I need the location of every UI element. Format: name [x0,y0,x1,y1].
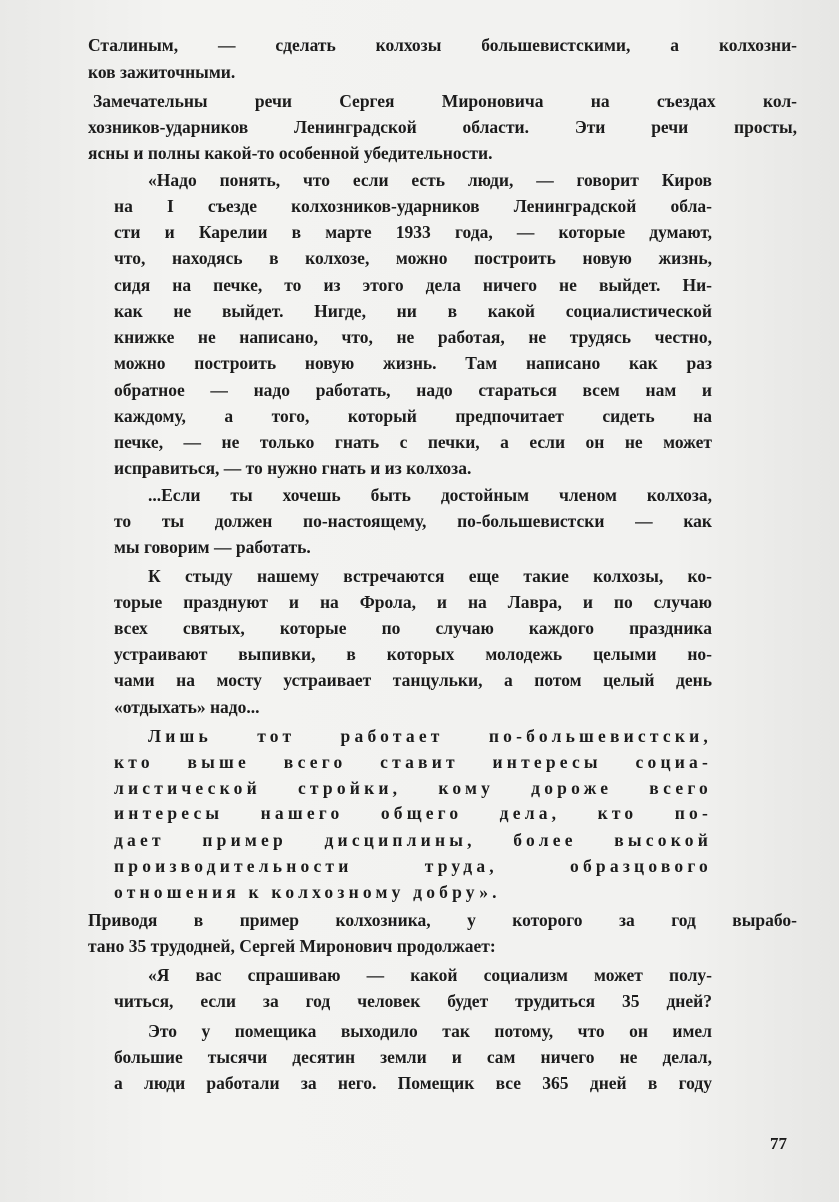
quote-line: мы говорим — работать. [114,537,311,557]
spaced-quote-line: интересы нашего общего дела, кто по- [114,803,712,823]
quote-line: «Я вас спрашиваю — какой социализм может полу- [148,965,712,985]
text-line: Сталиным, — сделать колхозы большевистскими, а колхозни- [88,35,797,55]
spaced-quote-line: кто выше всего ставит интересы социа- [114,752,712,772]
quote-line: всех святых, которые по случаю каждого праздника [114,618,712,638]
quote-line: каждому, а того, который предпочитает сидеть на [114,406,712,426]
quote-line: чами на мосту устраивает танцульки, а потом целый день [114,670,712,690]
quote-line: устраивают выпивки, в которых молодежь целыми но- [114,644,712,664]
quote-line: что, находясь в колхозе, можно построить новую жизнь, [114,248,712,268]
quote-line: Это у помещика выходило так потому, что он имел [148,1021,712,1041]
spaced-quote-line: листической стройки, кому дороже всего [114,778,712,798]
quote-line: торые празднуют и на Фрола, и на Лавра, и по случаю [114,592,712,612]
spaced-quote-line: Лишь тот работает по-большевистски, [148,726,712,746]
quote-line: читься, если за год человек будет трудиться 35 дней? [114,991,712,1011]
quote-line: печке, — не только гнать с печки, а если он не может [114,432,712,452]
spaced-quote-line: производительности труда, образцового [114,856,712,876]
page-number: 77 [770,1134,787,1153]
text-line: ков зажиточными. [88,62,236,82]
quote-line: на I съезде колхозников-ударников Ленинградской обла- [114,196,712,216]
quote-line: обратное — надо работать, надо стараться всем нам и [114,380,712,400]
quote-line: как не выйдет. Нигде, ни в какой социалистической [114,301,712,321]
text-line: тано 35 трудодней, Сергей Миронович продолжает: [88,936,496,956]
spaced-quote-line: дает пример дисциплины, более высокой [114,830,712,850]
quote-line: книжке не написано, что, не работая, не трудясь честно, [114,327,712,347]
spaced-quote-line: отношения к колхозному добру». [114,882,501,902]
text-line: Замечательны речи Сергея Мироновича на съездах кол- [93,91,797,111]
quote-line: можно построить новую жизнь. Там написано как раз [114,353,712,373]
text-line: хозников-ударников Ленинградской области. Эти речи просты, [88,117,797,137]
quote-line: К стыду нашему встречаются еще такие колхозы, ко- [148,566,712,586]
quote-line: «Надо понять, что если есть люди, — говорит Киров [148,170,712,190]
text-line: Приводя в пример колхозника, у которого за год вырабо- [88,910,797,930]
quote-line: ...Если ты хочешь быть достойным членом колхоза, [148,485,712,505]
quote-line: сидя на печке, то из этого дела ничего не выйдет. Ни- [114,275,712,295]
quote-line: «отдыхать» надо... [114,697,260,717]
quote-line: а люди работали за него. Помещик все 365 дней в году [114,1073,712,1093]
quote-line: исправиться, — то нужно гнать и из колхоза. [114,458,472,478]
quote-line: сти и Карелии в марте 1933 года, — которые думают, [114,222,712,242]
text-line: ясны и полны какой-то особенной убедительности. [88,143,493,163]
quote-line: большие тысячи десятин земли и сам ничего не делал, [114,1047,712,1067]
quote-line: то ты должен по-настоящему, по-большевистски — как [114,511,712,531]
